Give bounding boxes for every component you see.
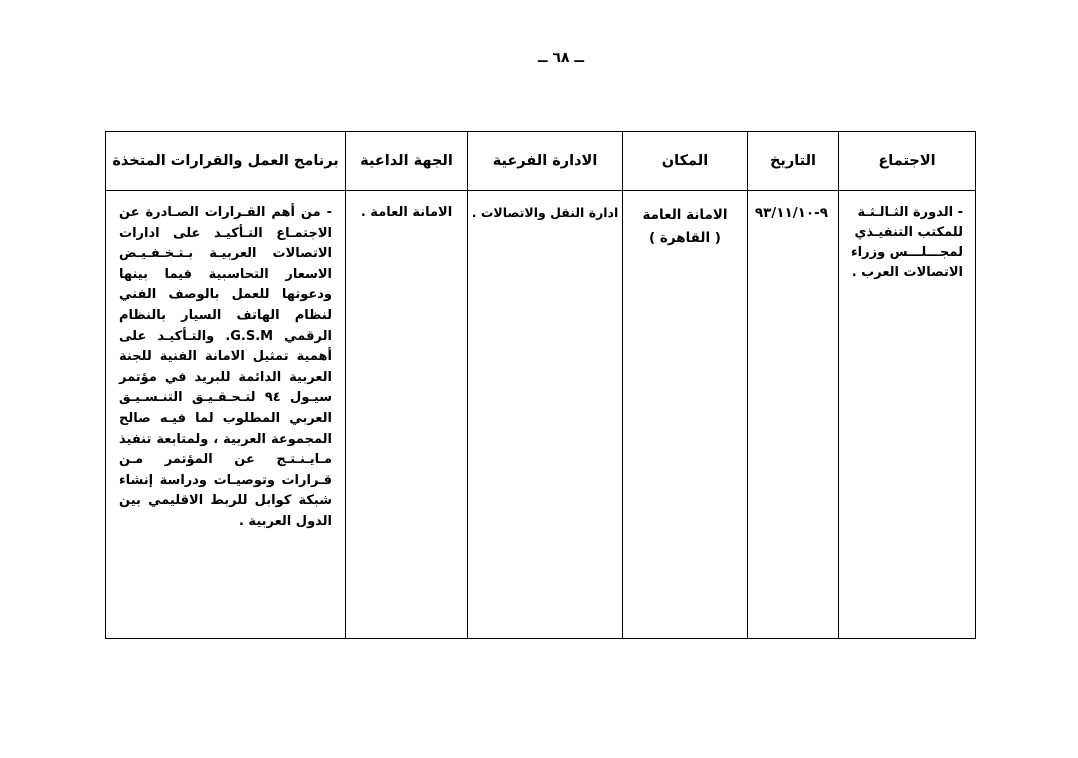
inviting-party-text: الامانة العامة . xyxy=(360,205,453,220)
date-text: ٩-٩٣/١١/١٠ xyxy=(754,205,828,221)
header-meeting: الاجتماع xyxy=(839,132,976,191)
meetings-table xyxy=(105,131,976,639)
header-inviting-party: الجهة الداعية xyxy=(346,132,468,191)
header-program-decisions: برنامج العمل والقرارات المتخذة xyxy=(106,132,346,191)
page-number xyxy=(22,50,1078,66)
sub-administration-text: ادارة النقل والاتصالات . xyxy=(471,205,619,220)
header-sub-administration: الادارة الفرعية xyxy=(468,132,623,191)
table-row xyxy=(106,191,976,639)
meeting-text: - الدورة الثـالـثـة للمكتب التنفيـذي لمجـــلـــس وزراء الاتصالات العرب . xyxy=(851,205,963,280)
cell-sub-administration xyxy=(468,191,623,639)
place-line-2: ( القاهرة ) xyxy=(649,230,721,246)
header-place: المكان xyxy=(623,132,748,191)
header-date: التاريخ xyxy=(748,132,839,191)
page-number-text: ــ ٦٨ ــ xyxy=(538,50,584,66)
cell-inviting-party xyxy=(346,191,468,639)
cell-date xyxy=(748,191,839,639)
program-decisions-text: - من أهم القـرارات الصـادرة عن الاجتمـاع التـأكيـد على ادارات الاتصالات العربيـة بـتـخـفـيـض الاسعار التحاسبية فيما بينها ودعوتها للعمل بالوصف الفني لنظام الهاتف السيار بالنظام الرقمي G.S.M. والتـأكيـد على أهمية تمثيل الامانة الفنية للجنة العربية الدائمة للبريد في مؤتمر سيـول ٩٤ لتـحـقـيـق التنـسـيـق العربي المطلوب لما فيـه صالح المجموعة العربية ، ولمتابعة تنفيذ مـايـنـتـج عن المؤتمر مـن قـرارات وتوصيـات ودراسة إنشاء شبكة كوابل للربط الاقليمي بين الدول العربية . xyxy=(119,205,333,529)
cell-place xyxy=(623,191,748,639)
table-header-row xyxy=(106,132,976,191)
place-line-1: الامانة العامة xyxy=(642,207,728,223)
cell-meeting xyxy=(839,191,976,639)
cell-program-decisions xyxy=(106,191,346,639)
